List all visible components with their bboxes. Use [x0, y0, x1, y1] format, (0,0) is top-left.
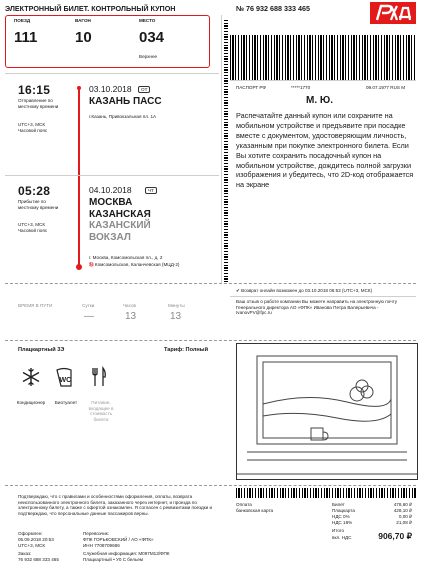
departure-address: г.Казань, Привокзальная пл. 1А	[89, 114, 157, 119]
barcode-top	[230, 35, 416, 80]
train-label: ПОЕЗД	[14, 18, 31, 23]
car-number: 10	[75, 29, 92, 46]
arrival-time: 05:28	[18, 184, 51, 198]
payment-method: банковская карта	[236, 508, 274, 513]
place-label: МЕСТО	[139, 18, 156, 23]
ticket-title: ЭЛЕКТРОННЫЙ БИЛЕТ. КОНТРОЛЬНЫЙ КУПОН	[5, 4, 176, 13]
arrival-station-line3: КАЗАНСКИЙ	[89, 220, 151, 231]
arrival-metro	[89, 262, 179, 268]
travel-time-label: ВРЕМЯ В ПУТИ	[18, 303, 53, 308]
issued-date: 05.09.2018 20:53	[18, 537, 54, 542]
arrival-station-line1: МОСКВА	[89, 197, 133, 208]
carrier-inn: ИНН 7708709686	[83, 543, 120, 548]
svg-text:WC: WC	[59, 377, 72, 384]
price-berth: 428,10 ₽	[393, 508, 412, 513]
vat-included-label: вкл. НДС	[332, 535, 352, 540]
departure-date: 03.10.2018	[89, 84, 132, 94]
rzd-logo	[370, 2, 416, 24]
travel-illustration	[236, 343, 418, 480]
departure-station: КАЗАНЬ ПАСС	[89, 96, 162, 107]
arrival-station-building	[89, 220, 151, 243]
terms-text: Подтверждаю, что с правилами и особенностями оформления, оплаты, возврата неиспользованного электронного билета, заказанного через интернет, и проезда по электронному билету, а также с офертой ознакомлен. Я согласен с реквизитами поездки и подтверждаю, что персональные данные пассажиров верны.	[18, 494, 213, 516]
snowflake-icon	[20, 366, 42, 388]
arrival-date: 04.10.2018	[89, 185, 132, 195]
travel-hours-label: Часов	[123, 303, 136, 308]
tariff: Тариф: Полный	[164, 347, 209, 353]
travel-days-label: Сутки	[82, 303, 95, 308]
issued-label: Оформлен:	[18, 531, 43, 536]
departure-tz-note: Часовой пояс	[18, 128, 48, 133]
route-dot-end	[76, 264, 82, 270]
passenger-birth: 09.07.1977 RUS M	[366, 85, 406, 90]
service-info-2: Плацкартный • У0 С бельем	[83, 557, 144, 562]
car-class: Плацкартный 3Э	[18, 347, 65, 353]
travel-minutes-label: Минуты	[168, 303, 185, 308]
amenity-label-ac: Кондиционер	[16, 400, 46, 405]
payment-label: Оплата	[236, 502, 252, 507]
document-label: ПАСПОРТ РФ	[236, 85, 266, 90]
service-info	[83, 551, 170, 557]
issued-tz: UTC+3, МСК	[18, 543, 46, 548]
arrival-metro-text: Комсомольская, Каланчевская (МЦД-2)	[94, 262, 180, 267]
fork-knife-icon	[88, 366, 110, 388]
price-label-berth: Плацкарта	[332, 508, 355, 513]
price-ticket: 478,60 ₽	[393, 502, 412, 507]
arrival-station-line4: ВОКЗАЛ	[89, 231, 131, 243]
train-number: 111	[14, 29, 38, 46]
metro-icon: Ⓜ	[89, 262, 94, 267]
order-number: 76 932 688 333 465	[18, 557, 59, 562]
wc-icon	[53, 366, 75, 388]
arrival-tz-note: Часовой пояс	[18, 228, 48, 233]
price-vat0: 0,00 ₽	[398, 514, 412, 519]
refund-text: Возврат онлайн возможен до 03.10.2018 06:53 (UTC+3, МСК)	[241, 288, 373, 293]
arrival-time-note: Прибытие по местному времени	[18, 199, 59, 210]
place-number: 034	[139, 29, 165, 46]
document-number: *****1770	[291, 85, 311, 90]
departure-time-note: Отправление по местному времени	[18, 98, 59, 109]
departure-tz: UTC+3, МСК	[18, 122, 46, 127]
total-amount: 906,70 ₽	[378, 531, 412, 541]
place-note: Верхнее	[139, 54, 158, 59]
price-vat18: 21,08 ₽	[396, 520, 412, 525]
price-label-ticket: Билет	[332, 502, 345, 507]
departure-time: 16:15	[18, 83, 51, 97]
refund-info	[236, 288, 372, 294]
price-label-vat18: НДС 18%	[332, 520, 353, 525]
carrier-name: ФПК ГОРЬКОВСКИЙ / АО «ФПК»	[83, 537, 154, 542]
travel-days: —	[84, 311, 94, 322]
ticket-number: № 76 932 688 333 465	[236, 4, 310, 13]
arrival-station	[89, 197, 151, 220]
travel-minutes: 13	[170, 311, 182, 322]
service-code: М097М13/ФПК	[138, 551, 170, 556]
amenity-label-wc: Биотуалет	[54, 400, 78, 405]
barcode-bottom	[236, 488, 416, 498]
car-label: ВАГОН	[75, 18, 91, 23]
service-label: Служебная информация:	[83, 551, 138, 556]
feedback-text: Ваш отзыв о работе компании Вы можете направить на электронную почту Генерального директора АО «ФПК» Иванова Петра Валерьевича - IvanovPV@fpc.ru	[236, 299, 398, 316]
arrival-tz: UTC+3, МСК	[18, 222, 46, 227]
arrival-station-line2: КАЗАНСКАЯ	[89, 208, 151, 220]
carrier-label: Перевозчик:	[83, 531, 110, 536]
price-label-vat0: НДС 0%	[332, 514, 350, 519]
total-label: Итого	[332, 528, 345, 533]
barcode-vertical	[224, 20, 228, 282]
order-label: Заказ:	[18, 551, 32, 556]
travel-hours: 13	[125, 311, 137, 322]
amenity-label-food: Питание, входящее в стоимость билета	[88, 400, 114, 422]
arrival-address: г. Москва, Комсомольская пл., д. 2	[89, 255, 163, 260]
arrival-weekday-badge: ЧТ	[145, 187, 157, 194]
passenger-name: М. Ю.	[306, 95, 333, 106]
check-icon: ✔	[236, 288, 240, 293]
instructions-text: Распечатайте данный купон или сохраните на мобильном устройстве и предъявите при посадке вместе с документом, удостоверяющим личность, указанным при покупке электронного билета. Если Вы хотите сохранить посадочный купон на мобильном устройстве, дождитесь полной загрузки изображения и убедитесь, что 2D-код отображается на экране	[236, 111, 414, 190]
departure-weekday-badge: ОТ	[138, 86, 150, 93]
route-line	[78, 89, 80, 267]
